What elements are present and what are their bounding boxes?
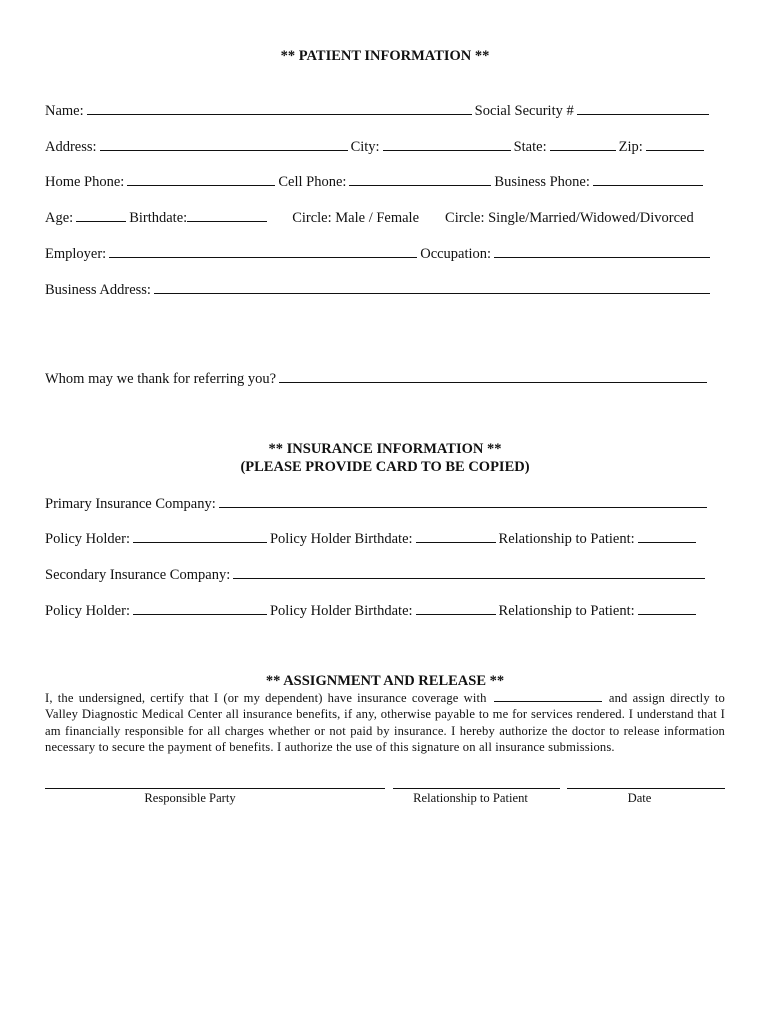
relationship-signature-line[interactable]	[393, 788, 560, 789]
address-label: Address:	[45, 139, 97, 155]
primary-policy-row	[45, 529, 725, 548]
birthdate-label: Birthdate:	[129, 210, 188, 226]
policy-holder-label: Policy Holder:	[45, 531, 130, 547]
business-phone-label: Business Phone:	[494, 174, 590, 190]
policy-holder-field[interactable]	[133, 529, 267, 543]
address-field[interactable]	[100, 137, 348, 151]
responsible-party-signature-line[interactable]	[45, 788, 385, 789]
age-row	[45, 208, 725, 227]
relationship-field[interactable]	[638, 529, 696, 543]
primary-insurance-label: Primary Insurance Company:	[45, 496, 216, 512]
employer-field[interactable]	[109, 244, 417, 258]
city-label: City:	[350, 139, 380, 155]
insurance-section-title: ** INSURANCE INFORMATION **	[268, 441, 502, 457]
zip-field[interactable]	[646, 137, 704, 151]
secondary-insurance-row	[45, 565, 725, 584]
occupation-field[interactable]	[494, 244, 710, 258]
relationship-label-2: Relationship to Patient:	[498, 603, 635, 619]
insurance-coverage-field[interactable]	[494, 690, 602, 702]
relationship-label: Relationship to Patient:	[498, 531, 635, 547]
date-label: Date	[627, 791, 652, 805]
state-field[interactable]	[550, 137, 616, 151]
zip-label: Zip:	[618, 139, 643, 155]
employer-label: Employer:	[45, 246, 107, 262]
policy-holder-label-2: Policy Holder:	[45, 603, 130, 619]
assignment-paragraph	[45, 690, 725, 755]
birthdate-field[interactable]	[187, 208, 267, 222]
relationship-field-2[interactable]	[638, 601, 696, 615]
business-address-row	[45, 280, 725, 299]
relationship-to-patient-label: Relationship to Patient	[413, 791, 528, 805]
referral-label: Whom may we thank for referring you?	[45, 371, 277, 387]
insurance-section-subtitle: (PLEASE PROVIDE CARD TO BE COPIED)	[240, 459, 530, 475]
business-phone-field[interactable]	[593, 172, 703, 186]
ssn-label: Social Security #	[474, 103, 574, 119]
primary-insurance-field[interactable]	[219, 494, 707, 508]
assignment-text-part2: and assign directly to Valley Diagnostic Medical Center all insurance benefits, if any, otherwise payable to me for services rendered. I understand that I am financially responsible for all charges whether or not paid by insurance. I hereby authorize the doctor to release information necessary to secure the payment of benefits. I authorize the use of this signature on all insurance submissions.	[45, 691, 725, 754]
cell-phone-field[interactable]	[349, 172, 491, 186]
state-label: State:	[513, 139, 547, 155]
assignment-section-title: ** ASSIGNMENT AND RELEASE **	[265, 673, 505, 689]
primary-insurance-row	[45, 494, 725, 513]
assignment-text-part1: I, the undersigned, certify that I (or my dependent) have insurance coverage with	[45, 691, 487, 705]
secondary-policy-row	[45, 601, 725, 620]
policy-holder-field-2[interactable]	[133, 601, 267, 615]
employer-row	[45, 244, 725, 263]
phone-row	[45, 172, 725, 191]
ssn-field[interactable]	[577, 101, 709, 115]
address-row	[45, 137, 725, 156]
business-address-field[interactable]	[154, 280, 710, 294]
age-field[interactable]	[76, 208, 126, 222]
name-row	[45, 101, 725, 120]
holder-birthdate-field[interactable]	[416, 529, 496, 543]
patient-section-title: ** PATIENT INFORMATION **	[280, 48, 490, 64]
referral-field[interactable]	[279, 369, 707, 383]
holder-birthdate-field-2[interactable]	[416, 601, 496, 615]
secondary-insurance-field[interactable]	[233, 565, 705, 579]
date-signature-line[interactable]	[567, 788, 725, 789]
city-field[interactable]	[383, 137, 511, 151]
home-phone-label: Home Phone:	[45, 174, 125, 190]
referral-row	[45, 369, 725, 388]
occupation-label: Occupation:	[420, 246, 492, 262]
secondary-insurance-label: Secondary Insurance Company:	[45, 567, 231, 583]
name-label: Name:	[45, 103, 84, 119]
name-field[interactable]	[87, 101, 472, 115]
responsible-party-label: Responsible Party	[144, 791, 236, 805]
age-label: Age:	[45, 210, 74, 226]
cell-phone-label: Cell Phone:	[278, 174, 347, 190]
gender-circle-option[interactable]: Circle: Male / Female	[292, 210, 420, 226]
holder-birthdate-label-2: Policy Holder Birthdate:	[269, 603, 413, 619]
business-address-label: Business Address:	[45, 282, 151, 298]
home-phone-field[interactable]	[127, 172, 275, 186]
marital-status-circle-option[interactable]: Circle: Single/Married/Widowed/Divorced	[445, 210, 694, 226]
holder-birthdate-label: Policy Holder Birthdate:	[269, 531, 413, 547]
